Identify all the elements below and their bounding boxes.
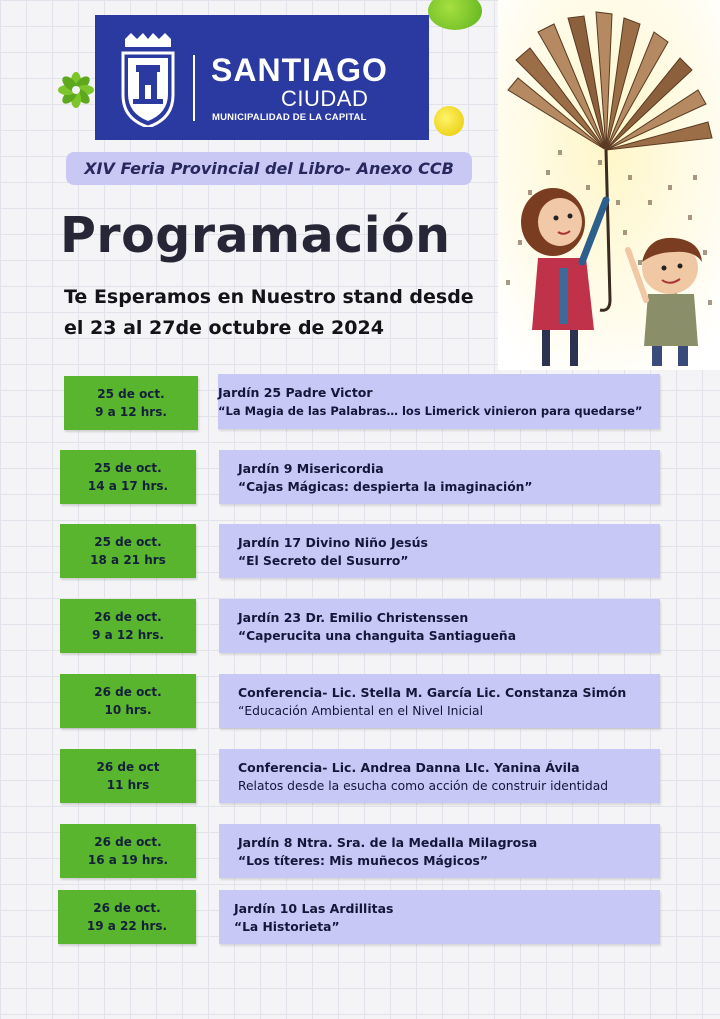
schedule-event-box (218, 374, 660, 429)
event-description: Relatos desde la esucha como acción de construir identidad (238, 778, 609, 793)
event-title: Conferencia- Lic. Andrea Danna LIc. Yanina Ávila (238, 759, 580, 775)
schedule-event-box (219, 749, 660, 803)
schedule-date: 26 de oct. (93, 901, 161, 915)
schedule-date-box (60, 674, 196, 728)
coat-of-arms-icon (119, 33, 177, 127)
schedule-date: 26 de oct. (94, 835, 162, 849)
schedule-date-box (60, 824, 196, 878)
children-book-umbrella-illustration (498, 0, 720, 370)
schedule-time: 18 a 21 hrs (90, 553, 166, 567)
event-description: “La Historieta” (234, 919, 340, 934)
schedule-date-box (60, 524, 196, 578)
schedule-date-box (60, 749, 196, 803)
schedule-date: 26 de oct. (94, 610, 162, 624)
event-title: Jardín 9 Misericordia (238, 460, 384, 476)
event-description: “El Secreto del Susurro” (238, 553, 409, 568)
logo-title: SANTIAGO (211, 52, 388, 88)
schedule-time: 10 hrs. (104, 703, 152, 717)
schedule-date: 26 de oct (96, 760, 160, 774)
schedule-date-box (64, 376, 198, 430)
event-description: “Cajas Mágicas: despierta la imaginación” (238, 479, 533, 494)
municipality-logo (95, 15, 429, 140)
schedule-date-box (58, 890, 196, 944)
schedule-date: 25 de oct. (94, 461, 162, 475)
event-description: “La Magia de las Palabras… los Limerick vinieron para quedarse” (218, 404, 643, 418)
schedule-time: 16 a 19 hrs. (87, 853, 169, 867)
schedule-date: 25 de oct. (97, 387, 165, 401)
schedule-event-box (219, 674, 660, 728)
event-description: “Caperucita una changuita Santiagueña (238, 628, 516, 643)
logo-divider (193, 55, 195, 121)
schedule-event-box (219, 450, 660, 504)
page-title: Programación (60, 207, 451, 264)
logo-caption: MUNICIPALIDAD DE LA CAPITAL (212, 112, 367, 123)
schedule-time: 9 a 12 hrs. (95, 405, 167, 419)
event-name-banner: XIV Feria Provincial del Libro- Anexo CCB (66, 152, 472, 185)
event-title: Jardín 8 Ntra. Sra. de la Medalla Milagrosa (238, 834, 538, 850)
event-title: Jardín 10 Las Ardillitas (234, 900, 394, 916)
schedule-date: 26 de oct. (94, 685, 162, 699)
schedule-event-box (219, 599, 660, 653)
schedule-date-box (60, 450, 196, 504)
schedule-event-box (219, 824, 660, 878)
schedule-event-box (219, 524, 660, 578)
event-title: Jardín 17 Divino Niño Jesús (238, 534, 428, 550)
event-title: Jardín 25 Padre Victor (218, 385, 373, 400)
decorative-green-circle (428, 0, 482, 30)
schedule-time: 9 a 12 hrs. (92, 628, 164, 642)
subheading-line-2: el 23 al 27de octubre de 2024 (64, 317, 384, 339)
decorative-yellow-circle (434, 106, 464, 136)
schedule-event-box (219, 890, 660, 944)
event-title: Conferencia- Lic. Stella M. García Lic. Constanza Simón (238, 684, 627, 700)
logo-subtitle: CIUDAD (281, 86, 369, 111)
event-description: “Los títeres: Mis muñecos Mágicos” (238, 853, 488, 868)
schedule-date: 25 de oct. (94, 535, 162, 549)
event-description: “Educación Ambiental en el Nivel Inicial (238, 703, 484, 718)
schedule-date-box (60, 599, 196, 653)
event-title: Jardín 23 Dr. Emilio Christenssen (238, 609, 469, 625)
subheading-line-1: Te Esperamos en Nuestro stand desde (64, 286, 474, 308)
schedule-time: 11 hrs (106, 778, 150, 792)
schedule-time: 14 a 17 hrs. (87, 479, 169, 493)
schedule-time: 19 a 22 hrs. (86, 919, 168, 933)
spiral-icon (58, 72, 94, 108)
